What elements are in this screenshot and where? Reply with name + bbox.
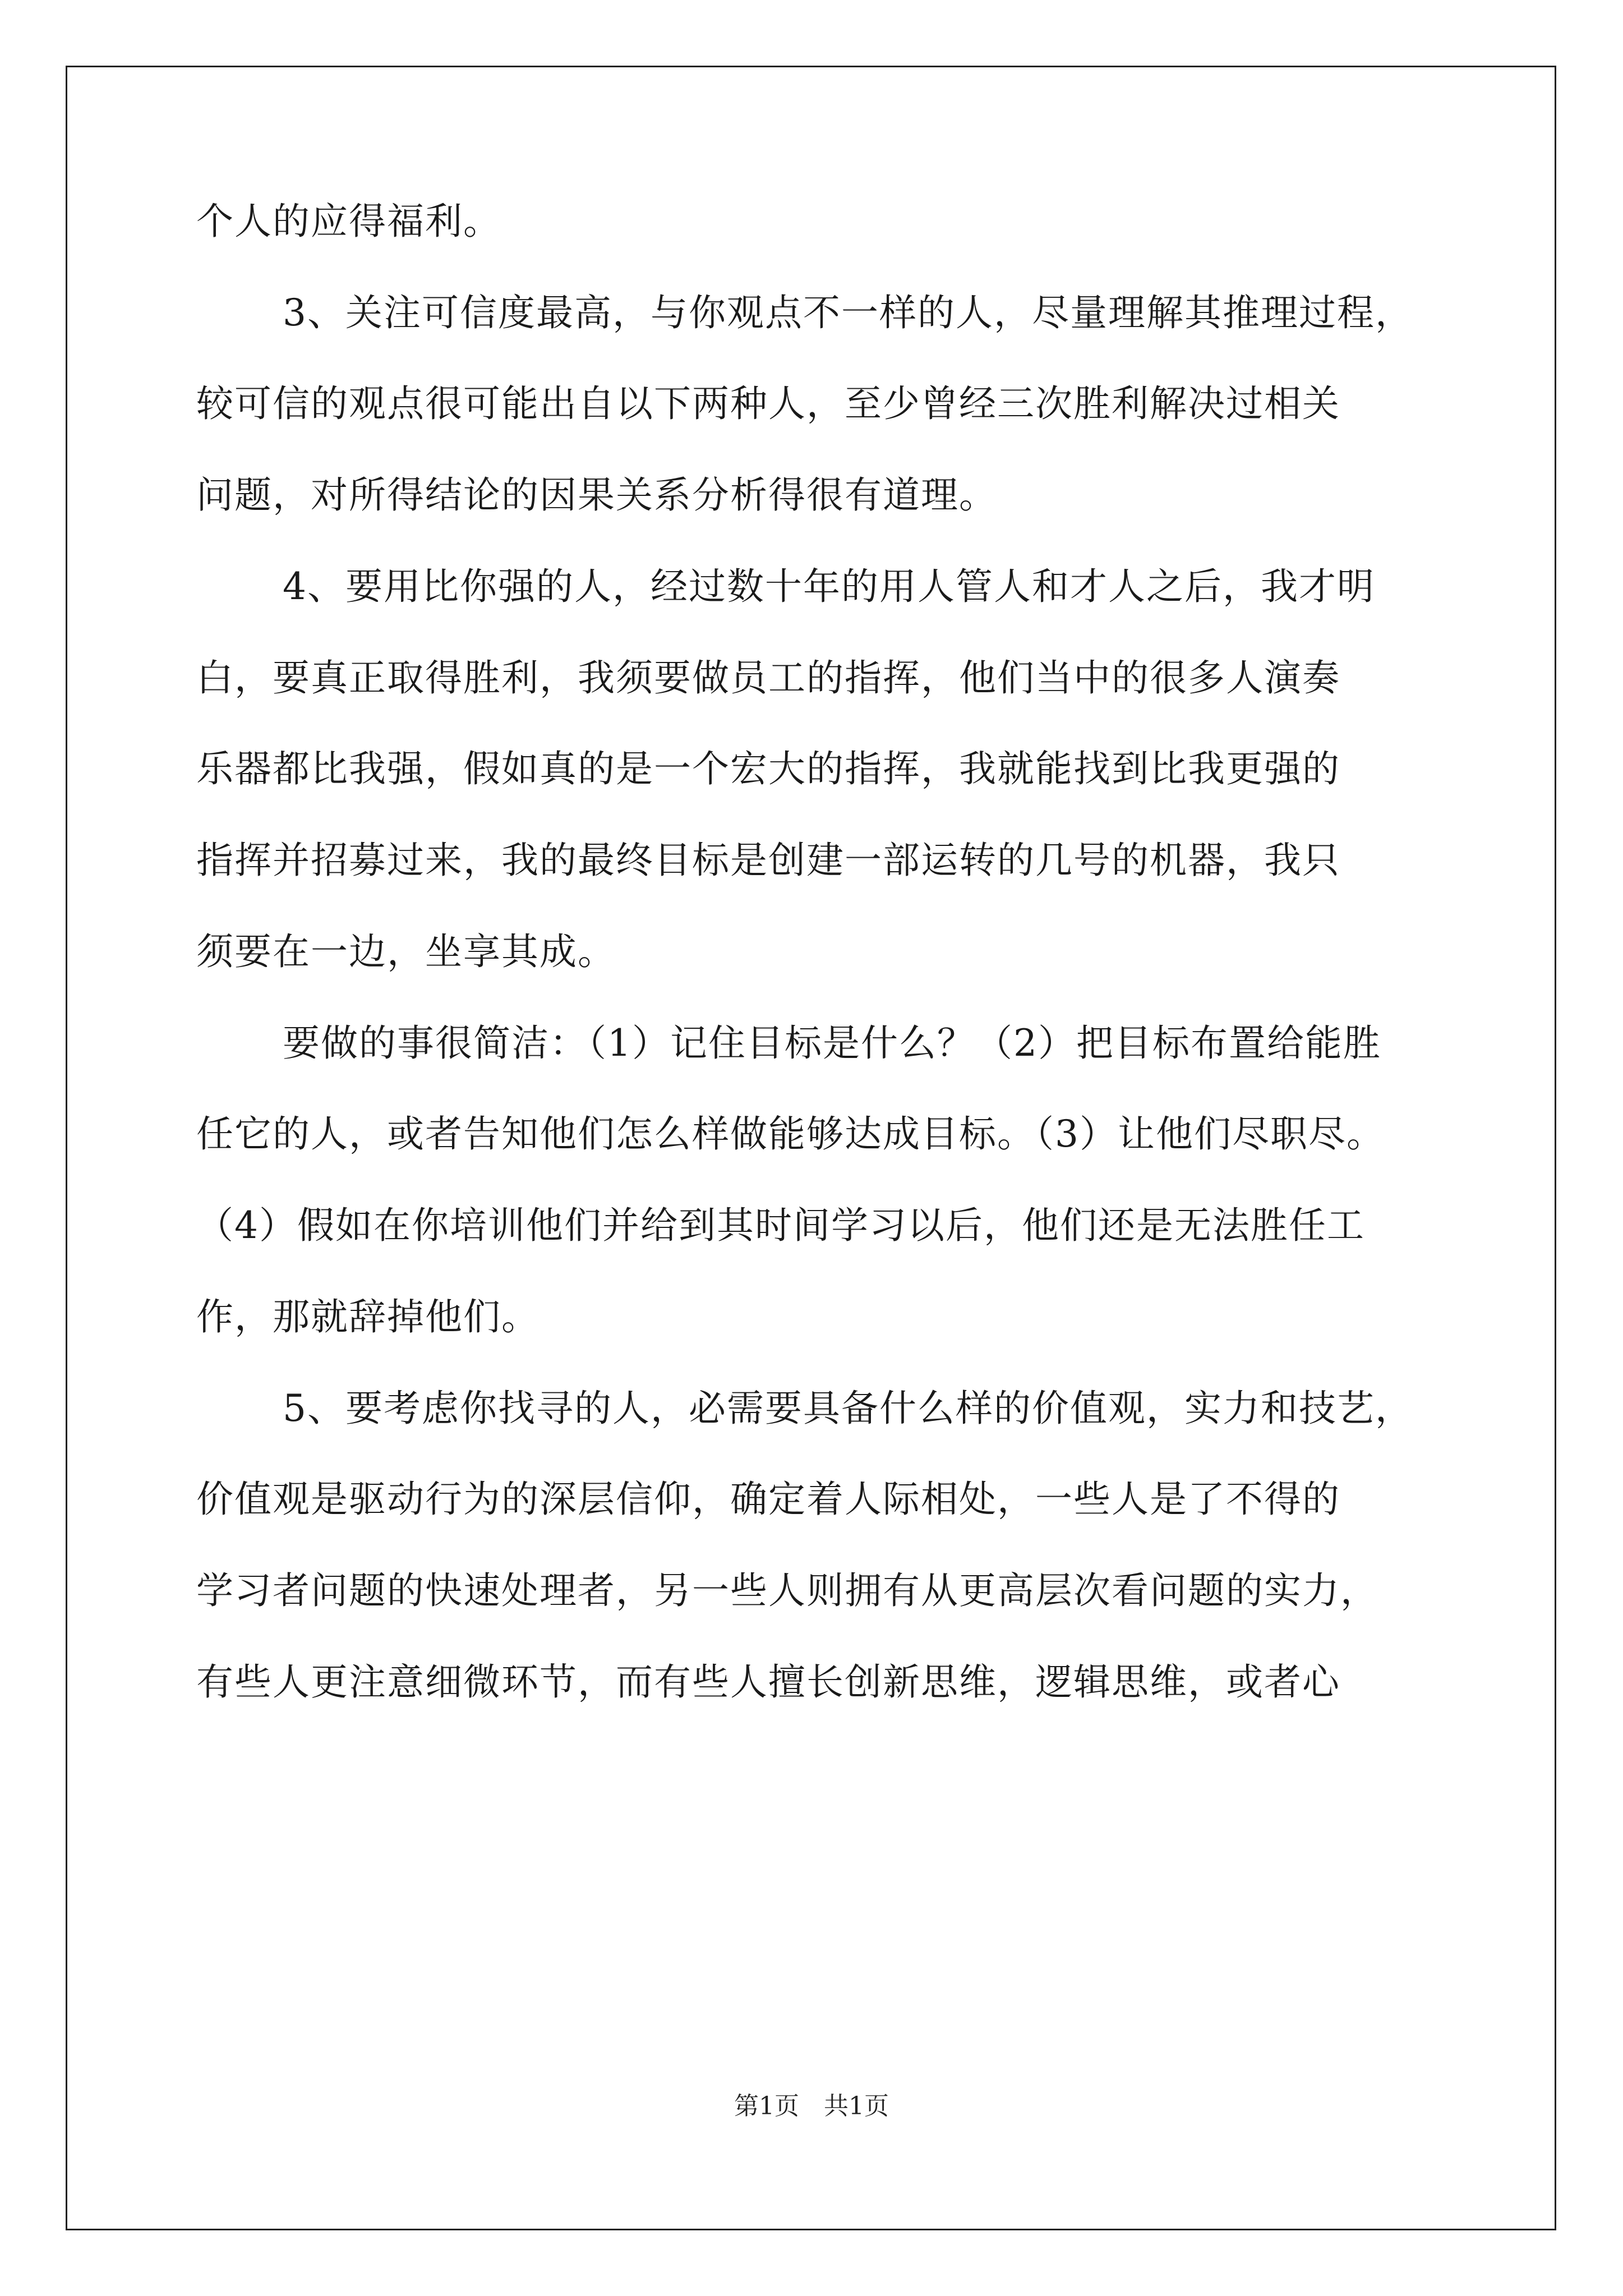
text-line: 作，那就辞掉他们。 (196, 1295, 540, 1338)
text-line: 乐器都比我强，假如真的是一个宏大的指挥，我就能找到比我更强的 (196, 747, 1340, 790)
text-line: 较可信的观点很可能出自以下两种人，至少曾经三次胜利解决过相关 (196, 382, 1340, 425)
text-line: 白，要真正取得胜利，我须要做员工的指挥，他们当中的很多人演奏 (196, 656, 1340, 700)
text-line: 须要在一边，坐享其成。 (196, 930, 616, 973)
text-line: 指挥并招募过来，我的最终目标是创建一部运转的几号的机器，我只 (196, 839, 1340, 882)
text-line: 5、要考虑你找寻的人，必需要具备什么样的价值观，实力和技艺， (283, 1387, 1413, 1430)
text-line: 有些人更注意细微环节，而有些人擅长创新思维，逻辑思维，或者心 (196, 1660, 1340, 1704)
text-line: 要做的事很简洁：（1）记住目标是什么？（2）把目标布置给能胜 (283, 1022, 1381, 1065)
page-number-footer: 第1页 共1页 (734, 2092, 889, 2120)
text-line: 个人的应得福利。 (196, 200, 501, 243)
text-line: 4、要用比你强的人，经过数十年的用人管人和才人之后，我才明 (283, 565, 1375, 608)
text-line: 问题，对所得结论的因果关系分析得很有道理。 (196, 473, 997, 517)
text-line: 学习者问题的快速处理者，另一些人则拥有从更高层次看问题的实力， (196, 1569, 1378, 1612)
text-line: 任它的人，或者告知他们怎么样做能够达成目标。（3）让他们尽职尽。 (196, 1112, 1385, 1156)
text-line: 3、关注可信度最高，与你观点不一样的人，尽量理解其推理过程， (283, 291, 1413, 334)
text-line: （4）假如在你培训他们并给到其时间学习以后，他们还是无法胜任工 (196, 1204, 1365, 1247)
text-line: 价值观是驱动行为的深层信仰，确定着人际相处，一些人是了不得的 (196, 1478, 1340, 1521)
